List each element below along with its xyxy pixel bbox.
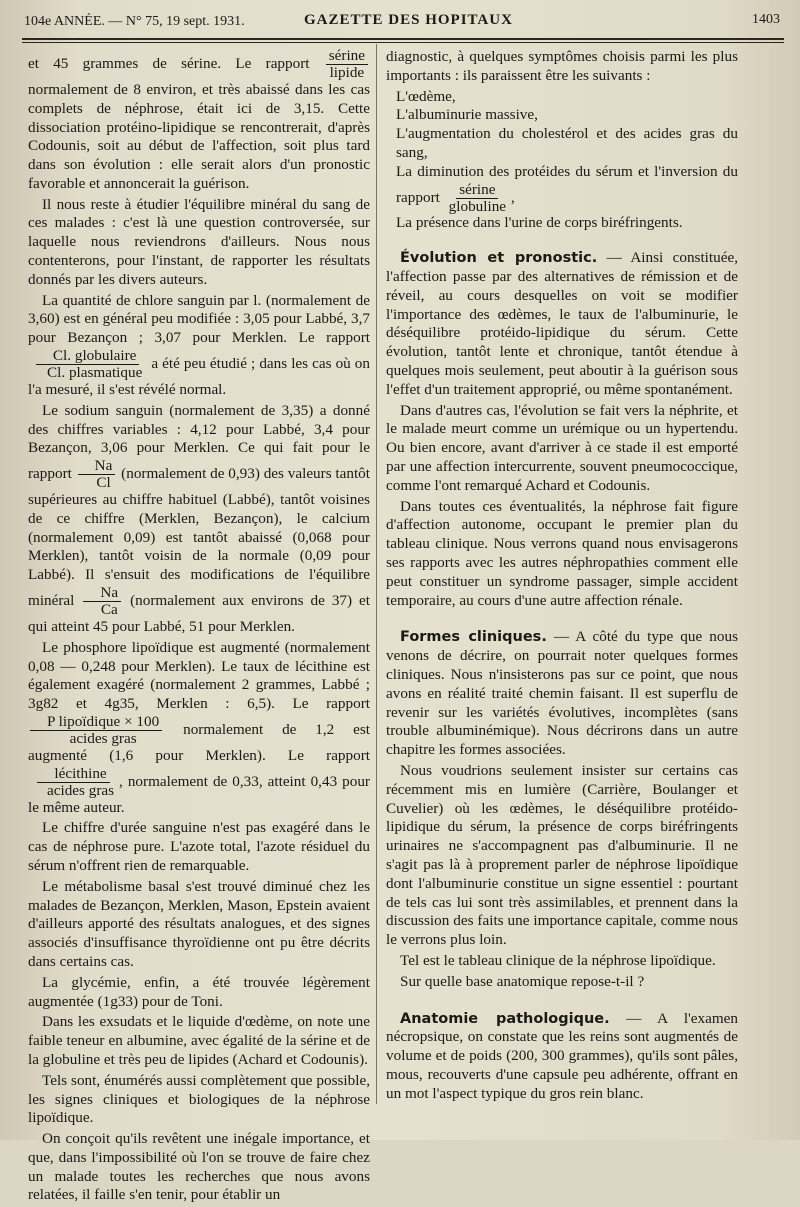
section-heading: Anatomie pathologique. xyxy=(400,1010,610,1027)
journal-title: GAZETTE DES HOPITAUX xyxy=(304,12,513,28)
paragraph: Dans les exsudats et le liquide d'œdème, on note une faible teneur en albumine, avec égalité de la sérine et de la globuline et très peu de lipides (Achard et Codounis). xyxy=(28,1013,370,1068)
text: , xyxy=(511,188,515,206)
fraction-denominator: Ca xyxy=(100,601,118,618)
text: La quantité de chlore sanguin par l. (normalement de 3,60) est en général peu modifiée : 3,05 pour Labbé, 3,7 pour Bezançon ; 3,07 pour Merklen. Le rapport xyxy=(28,291,370,347)
spacer xyxy=(386,612,738,628)
spacer xyxy=(386,233,738,249)
paragraph xyxy=(386,628,738,760)
paragraph xyxy=(28,639,370,818)
header-rule xyxy=(22,38,784,43)
section-heading: Évolution et pronostic. xyxy=(400,250,598,267)
list-item: La présence dans l'urine de corps biréfringents. xyxy=(396,214,683,232)
fraction xyxy=(30,714,162,747)
text: Le sodium sanguin (normalement de 3,35) a donné des chiffres variables : 4,12 pour Labbé, 3,4 pour Bezançon, 3,06 pour Merklen. Ce qui fait pour le rapport xyxy=(28,401,370,483)
paragraph: On conçoit qu'ils revêtent une inégale importance, et que, dans l'impossibilité où l'on se trouve de faire chez un malade toutes les recherches que nous avons relatées, il faille s'en tenir, pour établir un xyxy=(28,1130,370,1204)
fraction-numerator: P lipoïdique × 100 xyxy=(30,714,162,731)
text: (normalement aux environs de 37) et qui atteint 45 pour Labbé, 51 pour Merklen. xyxy=(28,591,371,635)
text: , normalement de 0,33, atteint 0,43 pour le même auteur. xyxy=(28,772,370,816)
fraction-denominator: Cl. plasmatique xyxy=(47,364,143,382)
fraction-numerator: sérine xyxy=(326,48,368,65)
fraction xyxy=(446,182,509,215)
fraction-denominator: acides gras xyxy=(47,781,115,799)
paragraph xyxy=(386,249,738,399)
fraction xyxy=(30,766,117,799)
spacer xyxy=(386,994,738,1010)
fraction-numerator: Na xyxy=(78,458,116,475)
text: Le phosphore lipoïdique est augmenté (normalement 0,08 — 0,248 pour Merklen). Le taux de lécithine est également exagéré (normalement 2 grammes, Labbé ; 3g82 et 4g35, Merklen : 6,5). Le rapport xyxy=(28,638,370,713)
paragraph: Nous voudrions seulement insister sur certains cas récemment mis en lumière (Carrière, Boulanger et Cuvelier) où les œdèmes, le déséquilibre protéido-lipidique du sérum, la présence de corps biréfringents urinaires ne s'accompagnent pas d'albuminurie. Il ne s'agit pas là à proprement parler de néphrose lipoïdique dont l'albuminurie constitue un signe essentiel : pourtant de tels cas lui sont très assimilables, et prennent dans la discussion des faits une importance capitale, comme nous le verrons plus loin. xyxy=(386,762,738,949)
text: normalement de 8 environ, et très abaissé dans les cas complets de néphrose, était ici de 3,15. Cette dissociation protéino-lipidique se rencontrerait, d'après Codounis, soit au début de l'affection, soit plus tard dans son évolution : elle serait alors d'un pronostic favorable et annoncerait la guérison. xyxy=(28,80,370,192)
page-number: 1403 xyxy=(752,12,780,27)
text: La diminution des protéides du sérum et l'inversion du rapport xyxy=(396,162,738,206)
paragraph xyxy=(28,48,370,194)
fraction-denominator: Cl xyxy=(96,474,111,492)
paragraph: Dans toutes ces éventualités, la néphrose fait figure d'affection autonome, occupant le premier plan du tableau clinique. Nous verrons quand nous envisagerons ses rapports avec les autres néphropathies comment elle peut constituer un syndrome passager, simple accident temporaire, au cours d'une autre affection rénale. xyxy=(386,497,738,609)
left-column xyxy=(28,48,370,1207)
paragraph: Tels sont, énumérés aussi complètement que possible, les signes cliniques et biologiques de la néphrose lipoïdique. xyxy=(28,1071,370,1127)
list-item: L'albuminurie massive, xyxy=(396,106,538,124)
paragraph: diagnostic, à quelques symptômes choisis parmi les plus importants : ils paraissent être les suivants : xyxy=(386,48,738,84)
list-item: L'œdème, xyxy=(396,87,456,105)
fraction xyxy=(30,348,145,381)
column-divider xyxy=(376,44,377,1104)
right-column xyxy=(386,48,738,1106)
list-item: L'augmentation du cholestérol et des acides gras du sang, xyxy=(396,125,738,161)
paragraph: Le chiffre d'urée sanguine n'est pas exagéré dans le cas de néphrose pure. L'azote total, l'azote résiduel du sérum n'offrent rien de remarquable. xyxy=(28,819,370,874)
text: — A l'examen nécropsique, on constate que les reins sont augmentés de volume et de poids (200, 300 grammes), qu'ils sont pâles, mous, recouverts d'une capsule peu adhérente, offrant en un mot l'aspect typique du gros rein blanc. xyxy=(386,1009,738,1102)
fraction-denominator: lipide xyxy=(329,63,365,81)
fraction-numerator: Na xyxy=(83,585,121,602)
fraction-numerator: sérine xyxy=(456,182,498,199)
paragraph: Le métabolisme basal s'est trouvé diminué chez les malades de Bezançon, Merklen, Mason, Epstein avaient d'ailleurs apporté des résultats analogues, et des signes associés d'insuffisance thyroïdienne ont pu être décrits dans certains cas. xyxy=(28,877,370,970)
paragraph xyxy=(28,402,370,637)
paragraph: La glycémie, enfin, a été trouvée légèrement augmentée (1g33) pour de Toni. xyxy=(28,973,370,1010)
text: (normalement de 0,93) des valeurs tantôt supérieures au chiffre habituel (Labbé), tantôt voisines de ce chiffre (Merklen, Bezançon), le calcium (normalement 0,09) est tantôt abaissé (0,068 pour Merklen), tantôt voisin de la normale (0,09 pour Labbé). Il s'ensuit des modifications de l'équilibre minéral xyxy=(28,465,371,609)
section-heading: Formes cliniques. xyxy=(400,629,547,646)
text: a été peu étudié ; dans les cas où on l'a mesuré, il s'est révélé normal. xyxy=(28,355,370,398)
text: — A côté du type que nous venons de décrire, on pourrait noter quelques formes cliniques. Nous n'insisterons pas sur ce point, que nous avons en réalité traité chemin faisant. Il est superflu de revenir sur les variétés évolutives, incomplètes (sans trouble albuminémique). Nous décrirons dans un autre chapitre les formes associées. xyxy=(386,628,738,759)
paragraph: Sur quelle base anatomique repose-t-il ? xyxy=(400,972,645,990)
paragraph: Dans d'autres cas, l'évolution se fait vers la néphrite, et le malade meurt comme un urémique ou un hypertendu. Ou bien encore, avant d'arriver à ce stade il est emporté par une affection intercurrente, souvent pneumococcique, comme l'ont remarqué Achard et Codounis. xyxy=(386,401,738,494)
issue-line: 104e ANNÉE. — N° 75, 19 sept. 1931. xyxy=(24,14,245,29)
fraction xyxy=(78,458,116,491)
list-item xyxy=(386,163,738,215)
paragraph: Il nous reste à étudier l'équilibre minéral du sang de ces malades : c'est là une question controversée, sur laquelle nous reviendrons d'ailleurs. Nous nous contenterons, pour l'instant, de rapporter les résultats donnés par les divers auteurs. xyxy=(28,195,370,288)
fraction xyxy=(83,585,121,618)
fraction xyxy=(326,48,368,81)
fraction-denominator: globuline xyxy=(448,197,507,215)
text: et 45 grammes de sérine. Le rapport xyxy=(28,54,310,72)
text: normalement de 1,2 est augmenté (1,6 pour Merklen). Le rapport xyxy=(28,720,371,764)
paragraph: Tel est le tableau clinique de la néphrose lipoïdique. xyxy=(400,951,716,969)
page-header xyxy=(24,8,784,34)
text: — Ainsi constituée, l'affection passe par des alternatives de rémission et de réveil, au cours desquelles on voit se modifier l'importance des œdèmes, le taux de l'albuminurie, le déséquilibre protéido-lipidique du sérum. Cette évolution, tantôt lente et chronique, tantôt étendue à quelques mois seulement, peut aboutir à la guérison sous l'effet d'un traitement approprié, ou même spontanément. xyxy=(386,249,738,398)
fraction-numerator: Cl. globulaire xyxy=(36,348,140,365)
fraction-denominator: acides gras xyxy=(69,729,137,747)
paragraph xyxy=(386,1010,738,1104)
paragraph xyxy=(28,292,370,400)
fraction-numerator: lécithine xyxy=(37,766,109,783)
